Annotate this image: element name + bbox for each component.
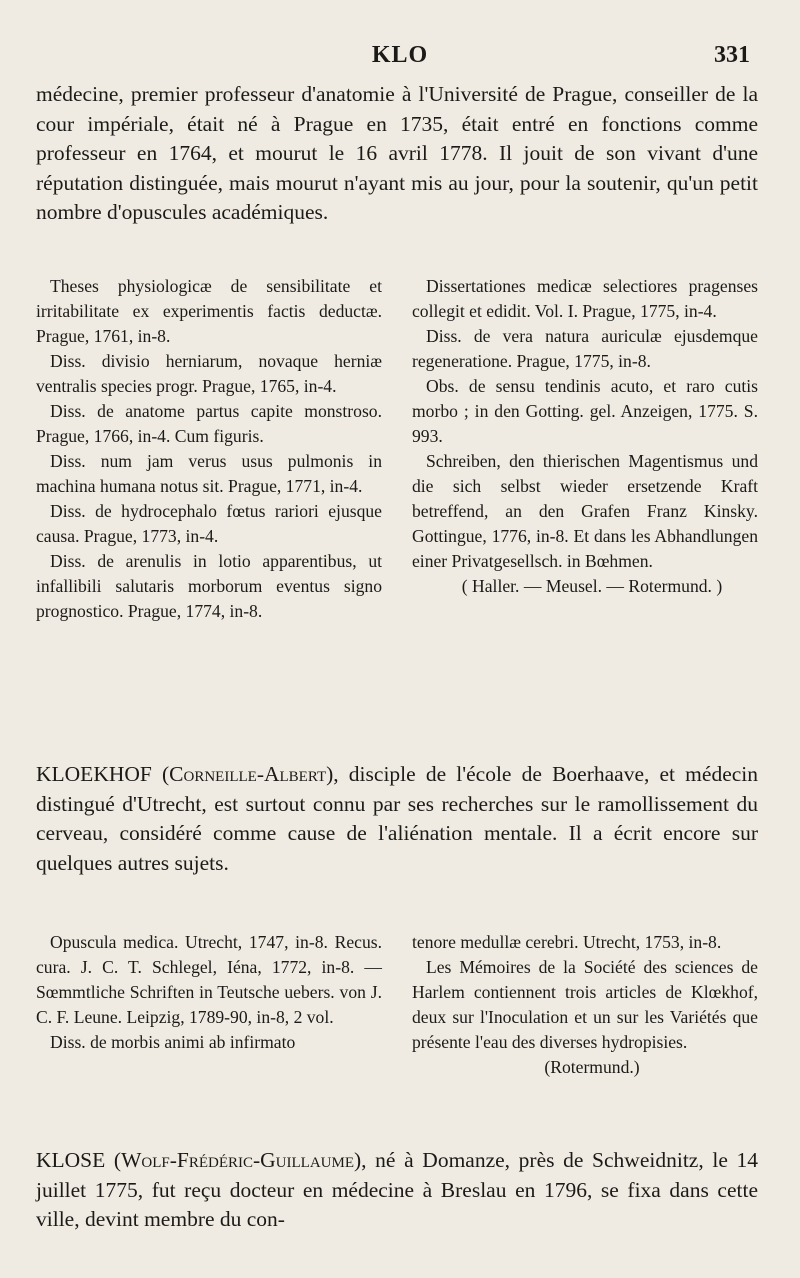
work-item: Schreiben, den thierischen Magentismus und die sich selbst wieder ersetzende Kraft betreffend, an den Grafen Franz Kinsky. Gottingue, 1776, in-8. Et dans les Abhandlungen einer Privatgesellsch. in Bœhmen.	[412, 451, 758, 571]
work-item: Diss. de morbis animi ab infirmato	[50, 1032, 296, 1052]
works-column-left	[36, 930, 382, 1080]
work-item: tenore medullæ cerebri. Utrecht, 1753, in-8.	[412, 932, 722, 952]
entry-klose	[36, 1146, 758, 1235]
work-item: Diss. de arenulis in lotio apparentibus, ut infallibili salutaris morborum eventus signo prognostico. Prague, 1774, in-8.	[36, 551, 382, 621]
work-item: Theses physiologicæ de sensibilitate et irritabilitate ex experimentis factis deductæ. Prague, 1761, in-8.	[36, 276, 382, 346]
entry-kloekhof	[36, 760, 758, 878]
work-item: Obs. de sensu tendinis acuto, et raro cutis morbo ; in den Gotting. gel. Anzeigen, 1775. S. 993.	[412, 376, 758, 446]
works-column-right	[412, 274, 758, 624]
entry-text: , disciple de l'école de Boerhaave, et médecin distingué d'Utrecht, est surtout connu par ses recherches sur le ramollissement du cerveau, considéré comme cause de l'aliénation mentale. Il a écrit encore sur quelques autres sujets.	[36, 762, 759, 875]
works-list-kloeckhof-prev	[36, 274, 758, 624]
page-number: 331	[714, 42, 750, 68]
sources-reference: ( Haller. — Meusel. — Rotermund. )	[461, 576, 723, 596]
work-item: Diss. de vera natura auriculæ ejusdemque regeneratione. Prague, 1775, in-8.	[412, 326, 758, 371]
work-item: Diss. de hydrocephalo fœtus rariori ejusque causa. Prague, 1773, in-4.	[36, 501, 382, 546]
entry-text: , né à Domanze, près de Schweidnitz, le 14 juillet 1775, fut reçu docteur en médecine à Breslau en 1796, se fixa dans cette ville, devint membre du con-	[36, 1148, 759, 1232]
work-item: Opuscula medica. Utrecht, 1747, in-8. Recus. cura. J. C. T. Schlegel, Iéna, 1772, in-8. — Sœmmtliche Schriften in Teutsche uebers. von J. C. F. Leune. Leipzig, 1789-90, in-8, 2 vol.	[36, 932, 382, 1027]
entry-name: KLOEKHOF	[36, 762, 152, 786]
running-head-title: KLO	[371, 42, 429, 68]
works-list-kloekhof	[36, 930, 758, 1080]
works-column-right	[412, 930, 758, 1080]
running-head	[40, 42, 760, 72]
work-item: Les Mémoires de la Société des sciences de Harlem contiennent trois articles de Klœkhof, deux sur l'Inoculation et un sur les Variétés que présente l'eau des diverses hydropisies.	[412, 957, 758, 1052]
work-item: Diss. divisio herniarum, novaque herniæ ventralis species progr. Prague, 1765, in-4.	[36, 351, 382, 396]
entry-forenames: (Corneille-Albert)	[162, 762, 334, 786]
sources-reference: (Rotermund.)	[544, 1057, 640, 1077]
entry-forenames: (Wolf-Frédéric-Guillaume)	[113, 1148, 362, 1172]
entry-name: KLOSE	[36, 1148, 106, 1172]
work-item: Dissertationes medicæ selectiores pragenses collegit et edidit. Vol. I. Prague, 1775, in-4.	[412, 276, 758, 321]
entry-continuation-paragraph: médecine, premier professeur d'anatomie à l'Université de Prague, conseiller de la cour impériale, était né à Prague en 1735, était entré en fonctions comme professeur en 1764, et mourut le 16 avril 1778. Il jouit de son vivant d'une réputation distinguée, mais mourut n'ayant mis au jour, pour la soutenir, qu'un petit nombre d'opuscules académiques.	[36, 82, 758, 225]
work-item: Diss. de anatome partus capite monstroso. Prague, 1766, in-4. Cum figuris.	[36, 401, 382, 446]
works-column-left	[36, 274, 382, 624]
work-item: Diss. num jam verus usus pulmonis in machina humana notus sit. Prague, 1771, in-4.	[36, 451, 382, 496]
